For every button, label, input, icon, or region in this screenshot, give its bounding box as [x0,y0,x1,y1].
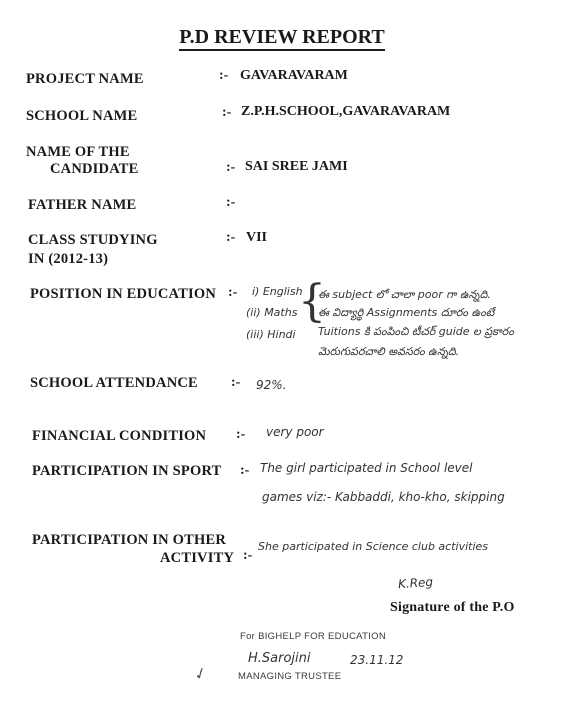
candidate-value: SAI SREE JAMI [245,159,348,174]
class-studying-label-line2: IN (2012-13) [28,251,109,267]
stamp-org: For BIGHELP FOR EDUCATION [240,631,386,642]
position-in-education-sep: :- [228,285,238,300]
subject-item: (ii) Maths [246,306,298,319]
position-in-education-label: POSITION IN EDUCATION [30,286,217,302]
page-title-text: P.D REVIEW REPORT [179,26,384,51]
class-studying-value: VII [246,230,268,245]
remark-line: ఈ subject లో చాలా poor గా ఉన్నది. [318,288,491,301]
participation-sport-label: PARTICIPATION IN SPORT [32,463,222,479]
financial-condition-value: very poor [266,425,324,439]
signature-label: Signature of the P.O [390,600,515,615]
stamp-signed-name: H.Sarojini [248,651,311,666]
father-name-label: FATHER NAME [28,197,137,213]
participation-sport-value-line1: The girl participated in School level [260,461,473,475]
candidate-label-line1: NAME OF THE [26,144,130,160]
participation-other-label-line1: PARTICIPATION IN OTHER [32,532,227,548]
project-name-value: GAVARAVARAM [240,68,348,83]
brace-icon: { [298,276,326,327]
school-attendance-sep: :- [231,375,241,390]
stamp-date: 23.11.12 [350,653,404,667]
participation-sport-value-line2: games viz:- Kabbaddi, kho-kho, skipping [262,490,505,504]
remark-line: Tuitions కి పంపించి టీచర్ guide ల ప్రకారం [318,325,514,338]
candidate-sep: :- [226,160,236,175]
project-name-sep: :- [219,68,229,83]
school-name-sep: :- [222,105,232,120]
school-name-label: SCHOOL NAME [26,108,138,124]
project-name-label: PROJECT NAME [26,71,144,87]
subject-item: (iii) Hindi [246,328,296,341]
remark-line: ఈ విద్యార్థి Assignments దూరం ఉంటే [318,306,495,319]
class-studying-sep: :- [226,230,236,245]
school-name-value: Z.P.H.SCHOOL,GAVARAVARAM [241,104,451,119]
participation-other-label-line2: ACTIVITY [160,550,235,566]
subject-item: i) English [252,285,303,298]
participation-other-sep: :- [243,548,253,563]
po-initials-signature: K.Reg [397,574,434,592]
candidate-label-line2: CANDIDATE [50,161,139,177]
class-studying-label-line1: CLASS STUDYING [28,232,158,248]
financial-condition-label: FINANCIAL CONDITION [32,428,207,444]
financial-condition-sep: :- [236,427,246,442]
father-name-sep: :- [226,195,236,210]
page-title [0,26,564,49]
checkmark-icon: ✓ [191,664,211,685]
participation-sport-sep: :- [240,463,250,478]
remark-line: మెరుగుపరచాలి అవసరం ఉన్నది. [318,345,460,358]
participation-other-value: She participated in Science club activities [258,540,489,553]
school-attendance-value: 92%. [256,378,287,392]
stamp-role: MANAGING TRUSTEE [238,671,342,682]
school-attendance-label: SCHOOL ATTENDANCE [30,375,198,391]
